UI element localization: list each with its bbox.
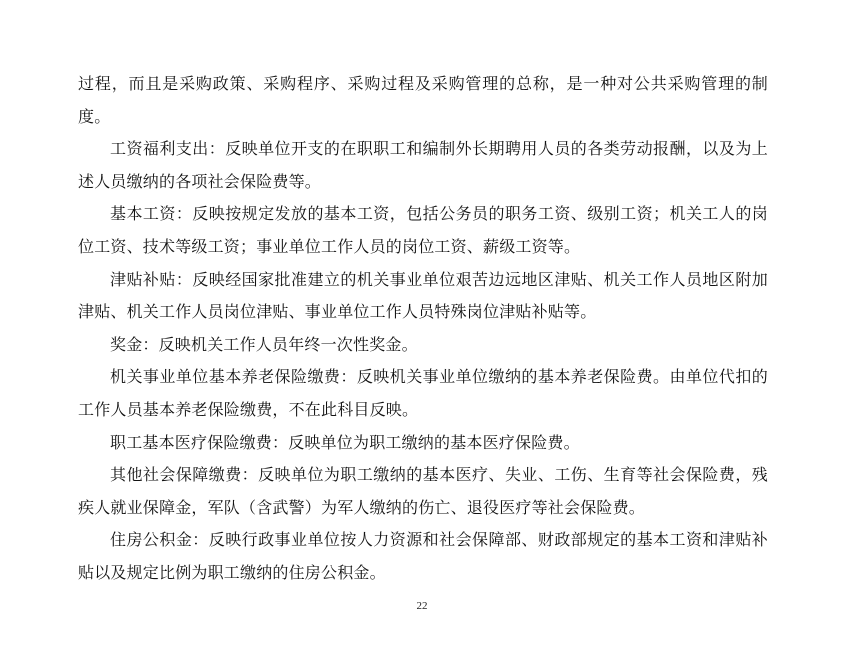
paragraph-bonus: 奖金：反映机关工作人员年终一次性奖金。 <box>110 334 418 354</box>
paragraph-continuation: 过程，而且是采购政策、采购程序、采购过程及采购管理的总称，是一种对公共采购管理的制度。 <box>78 74 768 126</box>
paragraph-pension-insurance: 机关事业单位基本养老保险缴费：反映机关事业单位缴纳的基本养老保险费。由单位代扣的工作人员基本养老保险缴费，不在此科目反映。 <box>78 367 768 419</box>
page-number: 22 <box>416 600 428 612</box>
paragraph-allowances: 津贴补贴：反映经国家批准建立的机关事业单位艰苦边远地区津贴、机关工作人员地区附加津贴、机关工作人员岗位津贴、事业单位工作人员特殊岗位津贴补贴等。 <box>78 269 768 322</box>
paragraph-wage-welfare: 工资福利支出：反映单位开支的在职职工和编制外长期聘用人员的各类劳动报酬，以及为上述人员缴纳的各项社会保险费等。 <box>78 139 768 191</box>
document-body <box>78 68 768 590</box>
paragraph-housing-fund: 住房公积金：反映行政事业单位按人力资源和社会保障部、财政部规定的基本工资和津贴补贴以及规定比例为职工缴纳的住房公积金。 <box>78 530 768 582</box>
paragraph-basic-wage: 基本工资：反映按规定发放的基本工资，包括公务员的职务工资、级别工资；机关工人的岗位工资、技术等级工资；事业单位工作人员的岗位工资、薪级工资等。 <box>78 204 768 256</box>
paragraph-medical-insurance: 职工基本医疗保险缴费：反映单位为职工缴纳的基本医疗保险费。 <box>110 432 580 452</box>
paragraph-other-social-security: 其他社会保障缴费：反映单位为职工缴纳的基本医疗、失业、工伤、生育等社会保险费，残疾人就业保障金，军队（含武警）为军人缴纳的伤亡、退役医疗等社会保险费。 <box>78 465 768 517</box>
